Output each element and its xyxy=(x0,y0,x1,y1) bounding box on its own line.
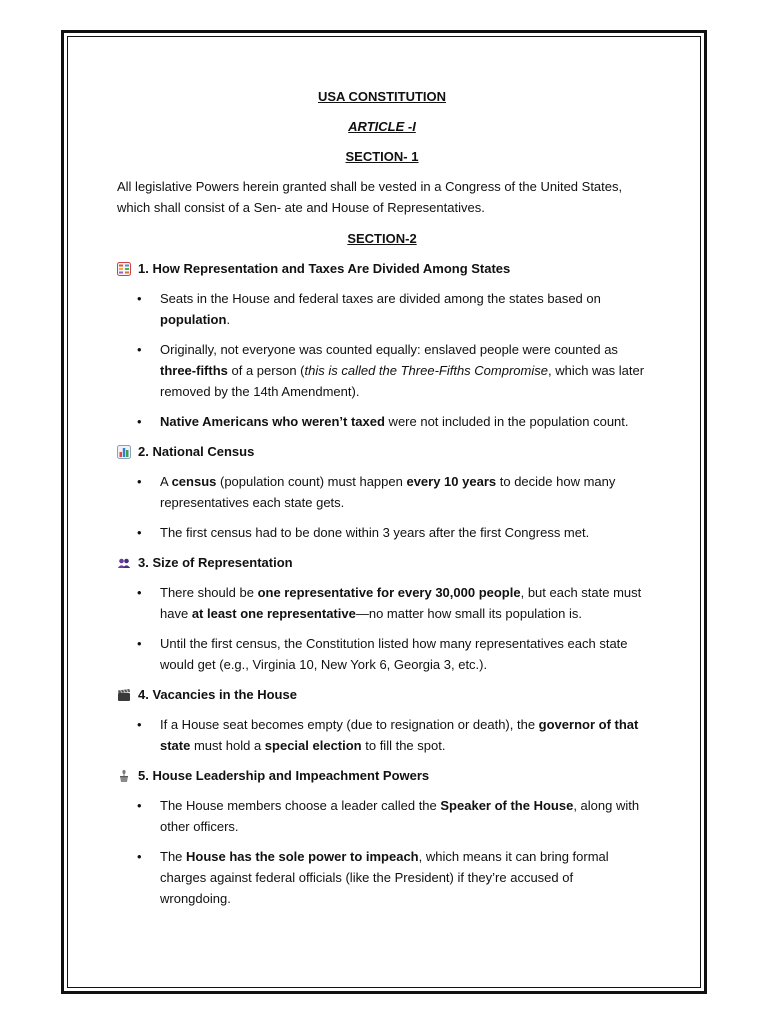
topic-5-list xyxy=(117,795,647,909)
bar-chart-icon xyxy=(117,444,131,458)
clapperboard-icon xyxy=(117,687,131,701)
topic-1-title: 1. How Representation and Taxes Are Divided Among States xyxy=(138,260,511,276)
topic-2-title: 2. National Census xyxy=(138,443,255,459)
podium-icon xyxy=(117,768,131,782)
topic-2-list xyxy=(117,471,647,543)
topic-3-list xyxy=(117,582,647,675)
topic-5-heading xyxy=(117,765,647,785)
topic-3-title: 3. Size of Representation xyxy=(138,554,293,570)
people-icon xyxy=(117,555,131,569)
list-item: • Seats in the House and federal taxes are divided among the states based on population. xyxy=(117,288,647,330)
article-heading: ARTICLE -I xyxy=(348,119,416,134)
document-title: USA CONSTITUTION xyxy=(317,89,447,104)
list-item: • The House has the sole power to impeach, which means it can bring formal charges against federal officials (like the President) if they’re accused of wrongdoing. xyxy=(117,846,647,909)
topic-4-heading xyxy=(117,684,647,704)
list-item: • Until the first census, the Constitution listed how many representatives each state would get (e.g., Virginia 10, New York 6, Georgia 3, etc.). xyxy=(117,633,647,675)
topic-4-list xyxy=(117,714,647,756)
topic-3-heading xyxy=(117,552,647,572)
topic-2-heading xyxy=(117,441,647,461)
document-body xyxy=(117,86,647,919)
topic-1-list xyxy=(117,288,647,432)
topic-5-title: 5. House Leadership and Impeachment Powers xyxy=(138,767,430,783)
section-1-heading: SECTION- 1 xyxy=(345,149,419,164)
list-item: • The first census had to be done within 3 years after the first Congress met. xyxy=(117,522,647,543)
section-2-heading: SECTION-2 xyxy=(347,231,417,246)
section-1-text: All legislative Powers herein granted shall be vested in a Congress of the United States, which shall consist of a Sen- ate and House of Representatives. xyxy=(117,179,623,215)
list-item: • There should be one representative for every 30,000 people, but each state must have at least one representative—no matter how small its population is. xyxy=(117,582,647,624)
list-item: • The House members choose a leader called the Speaker of the House, along with other officers. xyxy=(117,795,647,837)
topic-1-heading xyxy=(117,258,647,278)
list-item: • A census (population count) must happen every 10 years to decide how many representatives each state gets. xyxy=(117,471,647,513)
list-item: • If a House seat becomes empty (due to resignation or death), the governor of that state must hold a special election to fill the spot. xyxy=(117,714,647,756)
list-item: • Originally, not everyone was counted equally: enslaved people were counted as three-fifths of a person (this is called the Three-Fifths Compromise, which was later removed by the 14th Amendment). xyxy=(117,339,647,402)
table-icon xyxy=(117,261,131,275)
list-item: • Native Americans who weren’t taxed were not included in the population count. xyxy=(117,411,647,432)
topic-4-title: 4. Vacancies in the House xyxy=(138,686,297,702)
